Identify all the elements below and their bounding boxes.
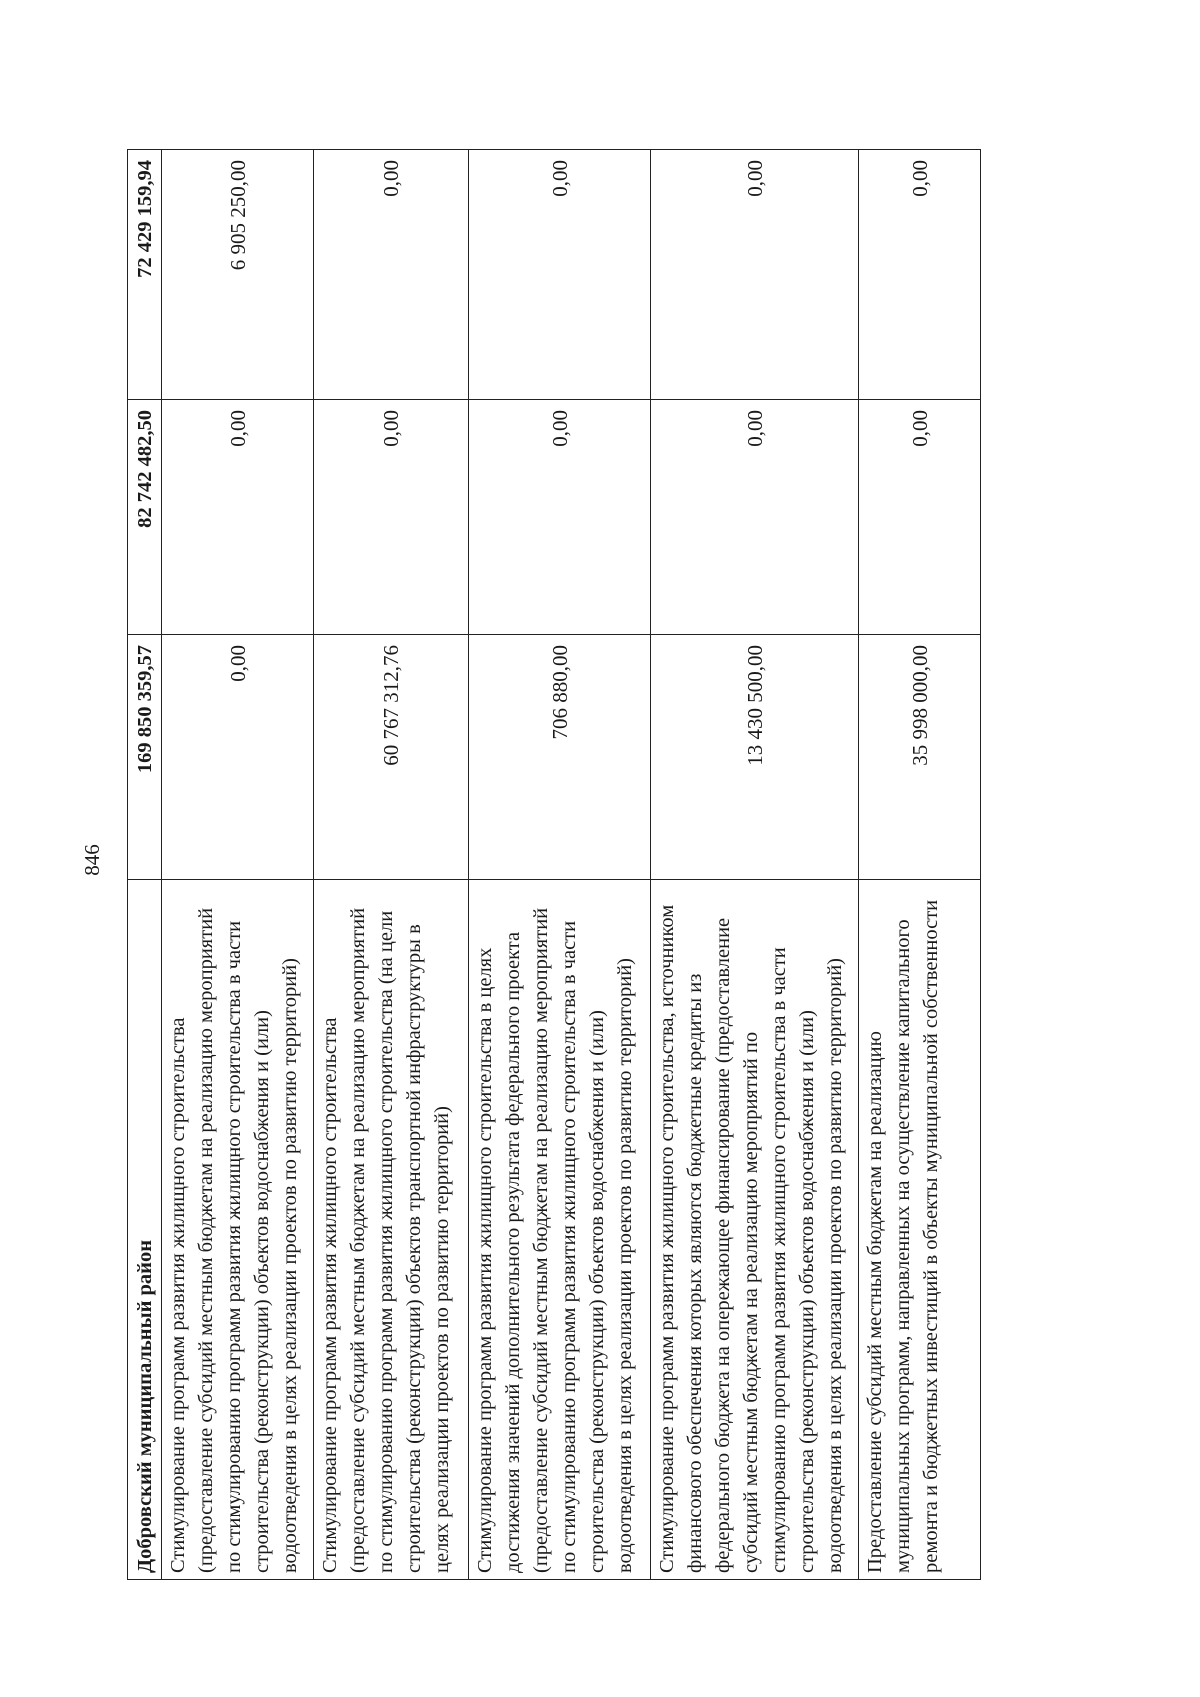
row-value-2: 0,00 bbox=[651, 400, 859, 635]
row-value-3: 0,00 bbox=[469, 150, 651, 400]
row-value-1: 0,00 bbox=[162, 635, 314, 880]
row-value-2: 0,00 bbox=[859, 400, 981, 635]
row-name: Стимулирование программ развития жилищного строительства (предоставление субсидий местным бюджетам на реализацию мероприятий по стимулированию программ развития жилищного строительства (на цели строительства (реконструкции) объектов транспортной инфраструктуры в целях реализации проектов по развитию территорий) bbox=[314, 880, 469, 1580]
total-col2: 82 742 482,50 bbox=[128, 400, 162, 635]
table-header-row bbox=[128, 150, 162, 1580]
row-name: Стимулирование программ развития жилищного строительства (предоставление субсидий местным бюджетам на реализацию мероприятий по стимулированию программ развития жилищного строительства в части строительства (реконструкции) объектов водоснабжения и (или) водоотведения в целях реализации проектов по развитию территорий) bbox=[162, 880, 314, 1580]
rotated-table-wrapper bbox=[127, 150, 981, 1580]
table-row bbox=[314, 150, 469, 1580]
page-number: 846 bbox=[80, 844, 104, 876]
row-name: Стимулирование программ развития жилищного строительства в целях достижения значений дополнительного результата федерального проекта (предоставление субсидий местным бюджетам на реализацию мероприятий по стимулированию программ развития жилищного строительства в части строительства (реконструкции) объектов водоснабжения и (или) водоотведения в целях реализации проектов по развитию территорий) bbox=[469, 880, 651, 1580]
district-name: Добровский муниципальный район bbox=[128, 880, 162, 1580]
row-value-3: 6 905 250,00 bbox=[162, 150, 314, 400]
row-value-3: 0,00 bbox=[651, 150, 859, 400]
row-value-2: 0,00 bbox=[314, 400, 469, 635]
row-value-1: 13 430 500,00 bbox=[651, 635, 859, 880]
table-row bbox=[162, 150, 314, 1580]
budget-table bbox=[127, 149, 981, 1580]
row-value-1: 706 880,00 bbox=[469, 635, 651, 880]
row-name: Стимулирование программ развития жилищного строительства, источником финансового обеспечения которых являются бюджетные кредиты из федерального бюджета на опережающее финансирование (предоставление субсидий местным бюджетам на реализацию мероприятий по стимулированию программ развития жилищного строительства в части строительства (реконструкции) объектов водоснабжения и (или) водоотведения в целях реализации проектов по развитию территорий) bbox=[651, 880, 859, 1580]
total-col1: 169 850 359,57 bbox=[128, 635, 162, 880]
row-value-1: 60 767 312,76 bbox=[314, 635, 469, 880]
row-value-2: 0,00 bbox=[162, 400, 314, 635]
table-row bbox=[469, 150, 651, 1580]
row-name: Предоставление субсидий местным бюджетам на реализацию муниципальных программ, направленных на осуществление капитального ремонта и бюджетных инвестиций в объекты муниципальной собственности bbox=[859, 880, 981, 1580]
table-row bbox=[859, 150, 981, 1580]
row-value-3: 0,00 bbox=[859, 150, 981, 400]
row-value-2: 0,00 bbox=[469, 400, 651, 635]
table-row bbox=[651, 150, 859, 1580]
total-col3: 72 429 159,94 bbox=[128, 150, 162, 400]
row-value-1: 35 998 000,00 bbox=[859, 635, 981, 880]
row-value-3: 0,00 bbox=[314, 150, 469, 400]
